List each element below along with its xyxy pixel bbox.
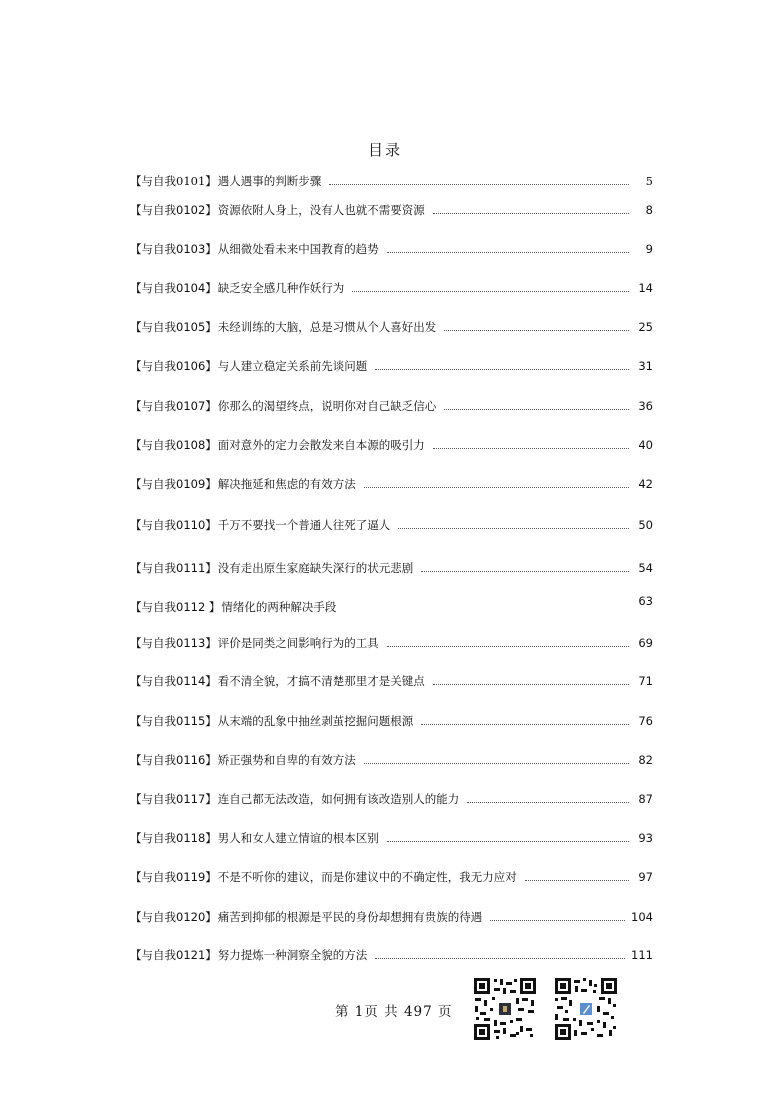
toc-entry-code: 【与自我0117】 — [130, 792, 217, 806]
toc-entry-page: 104 — [631, 910, 653, 924]
toc-entry[interactable] — [130, 316, 653, 334]
dot-leader — [398, 527, 629, 529]
toc-entry-page: 76 — [638, 714, 653, 728]
toc-entry[interactable] — [130, 473, 653, 491]
toc-entry-title: 资源依附人身上，没有人也就不需要资源 — [217, 203, 425, 217]
toc-entry-page: 97 — [638, 870, 653, 884]
dot-leader — [525, 879, 629, 881]
toc-entry-code: 【与自我0108】 — [130, 438, 217, 452]
toc-entry[interactable] — [130, 632, 653, 650]
toc-entry-page: 71 — [638, 674, 653, 688]
toc-entry-page: 50 — [638, 518, 653, 532]
dot-leader — [467, 801, 629, 803]
toc-entry[interactable] — [130, 395, 653, 413]
toc-entry-page: 9 — [645, 242, 653, 256]
toc-entry-page: 8 — [645, 203, 653, 217]
toc-entry-title: 努力提炼一种洞察全貌的方法 — [217, 948, 368, 962]
toc-entry[interactable] — [130, 355, 653, 373]
toc-entry-code: 【与自我0110】 — [130, 518, 217, 532]
toc-entry-title: 痛苦到抑郁的根源是平民的身份却想拥有贵族的待遇 — [217, 910, 483, 924]
toc-entry-title: 缺乏安全感几种作妖行为 — [217, 281, 345, 295]
toc-entry-code: 【与自我0121】 — [130, 948, 217, 962]
toc-entry-title: 看不清全貌，才搞不清楚那里才是关键点 — [217, 674, 425, 688]
toc-entry[interactable] — [130, 434, 653, 452]
toc-entry-code: 【与自我0114】 — [130, 674, 217, 688]
toc-entry[interactable] — [130, 596, 653, 614]
toc-entry-title: 遇人遇事的判断步骤 — [217, 174, 322, 188]
toc-entry-code: 【与自我0106】 — [130, 359, 217, 373]
dot-leader — [387, 251, 629, 253]
toc-entry[interactable] — [130, 866, 653, 884]
toc-entry-page: 63 — [638, 594, 653, 608]
toc-entry[interactable] — [130, 749, 653, 767]
toc-entry-title: 未经训练的大脑，总是习惯从个人喜好出发 — [217, 320, 437, 334]
toc-entry-title: 解决拖延和焦虑的有效方法 — [217, 477, 356, 491]
toc-entry-title: 从末端的乱象中抽丝剥茧挖掘问题根源 — [217, 714, 414, 728]
dot-leader — [352, 290, 629, 292]
toc-entry-title: 没有走出原生家庭缺失深行的状元悲剧 — [217, 561, 414, 575]
toc-entry-code: 【与自我0105】 — [130, 320, 217, 334]
toc-entry-title: 情绪化的两种解决手段 — [221, 600, 337, 614]
toc-entry-code: 【与自我0102】 — [130, 203, 217, 217]
dot-leader — [375, 957, 625, 959]
toc-entry-code: 【与自我0116】 — [130, 753, 217, 767]
dot-leader — [344, 609, 629, 611]
dot-leader — [433, 447, 629, 449]
toc-entry-code: 【与自我0113】 — [130, 636, 217, 650]
toc-entry-page: 40 — [638, 438, 653, 452]
toc-entry[interactable] — [130, 557, 653, 575]
toc-entry-page: 36 — [638, 399, 653, 413]
table-of-contents — [130, 0, 653, 1105]
dot-leader — [421, 723, 629, 725]
toc-entry[interactable] — [130, 827, 653, 845]
toc-entry-code: 【与自我0115】 — [130, 714, 217, 728]
toc-entry-code: 【与自我0101】 — [130, 174, 217, 188]
toc-entry-page: 25 — [638, 320, 653, 334]
dot-leader — [433, 212, 629, 214]
toc-entry-code: 【与自我0118】 — [130, 831, 217, 845]
toc-entry-title: 男人和女人建立情谊的根本区别 — [217, 831, 379, 845]
toc-entry[interactable] — [130, 199, 653, 217]
toc-entry-title: 矫正强势和自卑的有效方法 — [217, 753, 356, 767]
qr-code-icon — [553, 976, 619, 1042]
dot-leader — [433, 683, 629, 685]
page-title: 目录 — [367, 141, 402, 159]
dot-leader — [387, 840, 629, 842]
toc-entry[interactable] — [130, 514, 653, 532]
toc-entry-code: 【与自我0109】 — [130, 477, 217, 491]
toc-entry-code: 【与自我0104】 — [130, 281, 217, 295]
dot-leader — [375, 368, 629, 370]
toc-entry-page: 54 — [638, 561, 653, 575]
dot-leader — [364, 486, 629, 488]
toc-entry-page: 69 — [638, 636, 653, 650]
toc-entry-page: 93 — [638, 831, 653, 845]
toc-entry-page: 111 — [631, 948, 653, 962]
toc-entry-page: 42 — [638, 477, 653, 491]
page-indicator: 第 1页 共 497 页 — [335, 1004, 453, 1020]
toc-entry[interactable] — [130, 277, 653, 295]
toc-entry-code: 【与自我0120】 — [130, 910, 217, 924]
dot-leader — [329, 183, 629, 185]
dot-leader — [421, 570, 629, 572]
toc-entry-title: 不是不听你的建议，而是你建议中的不确定性，我无力应对 — [217, 870, 517, 884]
toc-entry-title: 千万不要找一个普通人往死了逼人 — [217, 518, 391, 532]
toc-entry[interactable] — [130, 670, 653, 688]
toc-entry-code: 【与自我0103】 — [130, 242, 217, 256]
toc-entry[interactable] — [130, 710, 653, 728]
toc-entry-title: 你那么的渴望终点，说明你对自己缺乏信心 — [217, 399, 437, 413]
toc-entry[interactable] — [130, 906, 653, 924]
toc-entry[interactable] — [130, 170, 653, 188]
toc-entry[interactable] — [130, 238, 653, 256]
toc-entry-title: 评价是同类之间影响行为的工具 — [217, 636, 379, 650]
toc-entry-page: 5 — [645, 174, 653, 188]
dot-leader — [387, 645, 629, 647]
dot-leader — [490, 919, 625, 921]
toc-entry-title: 与人建立稳定关系前先谈问题 — [217, 359, 368, 373]
toc-entry-page: 31 — [638, 359, 653, 373]
toc-entry-code: 【与自我0112 】 — [130, 600, 221, 614]
qr-code-icon — [472, 976, 538, 1042]
toc-entry-code: 【与自我0107】 — [130, 399, 217, 413]
toc-entry-page: 82 — [638, 753, 653, 767]
toc-entry-page: 87 — [638, 792, 653, 806]
toc-entry-code: 【与自我0119】 — [130, 870, 217, 884]
toc-entry-page: 14 — [638, 281, 653, 295]
toc-entry[interactable] — [130, 788, 653, 806]
dot-leader — [364, 762, 629, 764]
toc-entry-title: 连自己都无法改造，如何拥有该改造别人的能力 — [217, 792, 460, 806]
toc-entry-title: 从细微处看未来中国教育的趋势 — [217, 242, 379, 256]
dot-leader — [444, 408, 629, 410]
dot-leader — [444, 329, 629, 331]
toc-entry-title: 面对意外的定力会散发来自本源的吸引力 — [217, 438, 425, 452]
toc-entry[interactable] — [130, 944, 653, 962]
toc-entry-code: 【与自我0111】 — [130, 561, 217, 575]
